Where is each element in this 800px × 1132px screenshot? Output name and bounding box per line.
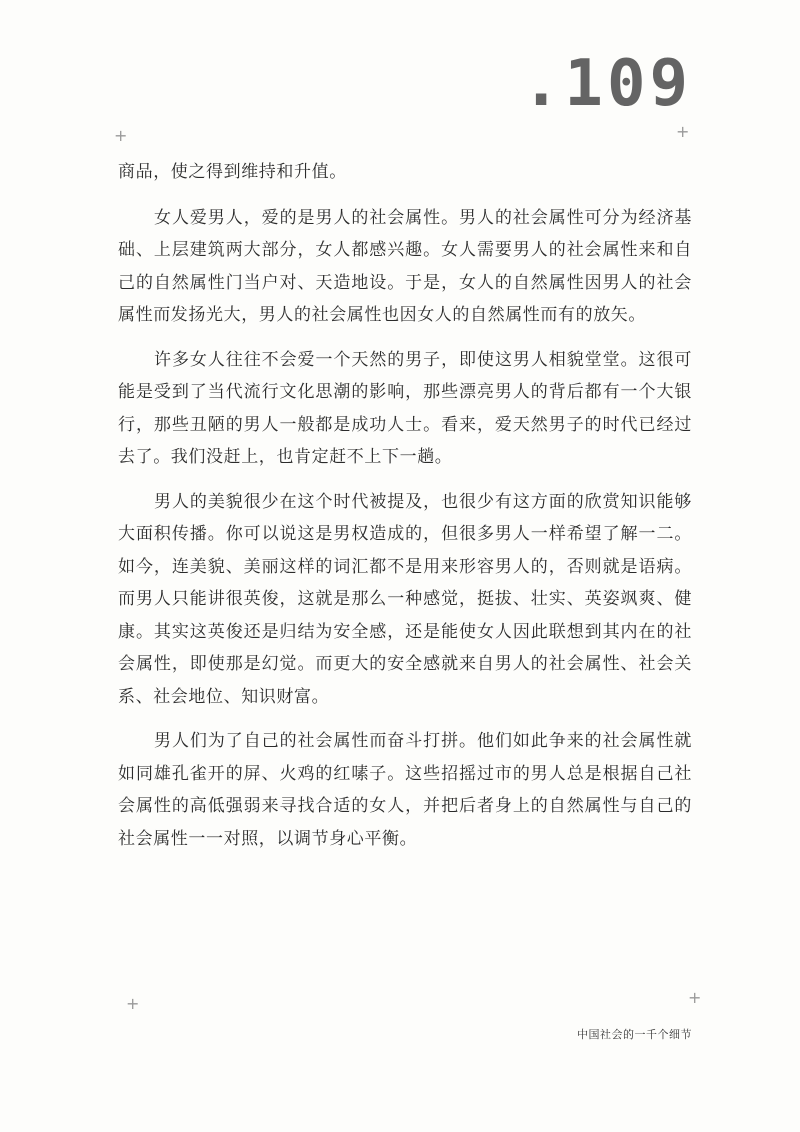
paragraph: 许多女人往往不会爱一个天然的男子，即使这男人相貌堂堂。这很可能是受到了当代流行文化思潮的影响，那些漂亮男人的背后都有一个大银行，那些丑陋的男人一般都是成功人士。看来，爱天然男子的时代已经过去了。我们没赶上，也肯定赶不上下一趟。: [118, 349, 692, 467]
paragraph: 男人们为了自己的社会属性而奋斗打拼。他们如此争来的社会属性就如同雄孔雀开的屏、火鸡的红嗉子。这些招摇过市的男人总是根据自己社会属性的高低强弱来寻找合适的女人，并把后者身上的自然属性与自己的社会属性一一对照，以调节身心平衡。: [118, 731, 692, 849]
page-number: .109: [521, 47, 692, 121]
body-text: [118, 156, 692, 867]
crop-mark-top-left: +: [114, 126, 128, 145]
paragraph-continued: 商品，使之得到维持和升值。: [118, 162, 347, 182]
crop-mark-top-right: +: [676, 122, 690, 141]
running-footer-book-title: 中国社会的一千个细节: [577, 1028, 692, 1041]
crop-mark-bottom-left: +: [126, 994, 140, 1013]
paragraph: 女人爱男人，爱的是男人的社会属性。男人的社会属性可分为经济基础、上层建筑两大部分，女人都感兴趣。女人需要男人的社会属性来和自己的自然属性门当户对、天造地设。于是，女人的自然属性因男人的社会属性而发扬光大，男人的社会属性也因女人的自然属性而有的放矢。: [118, 207, 692, 325]
crop-mark-bottom-right: +: [688, 988, 702, 1007]
paragraph: 男人的美貌很少在这个时代被提及，也很少有这方面的欣赏知识能够大面积传播。你可以说这是男权造成的，但很多男人一样希望了解一二。如今，连美貌、美丽这样的词汇都不是用来形容男人的，否则就是语病。而男人只能讲很英俊，这就是那么一种感觉，挺拔、壮实、英姿飒爽、健康。其实这英俊还是归结为安全感，还是能使女人因此联想到其内在的社会属性，即使那是幻觉。而更大的安全感就来自男人的社会属性、社会关系、社会地位、知识财富。: [118, 491, 692, 707]
